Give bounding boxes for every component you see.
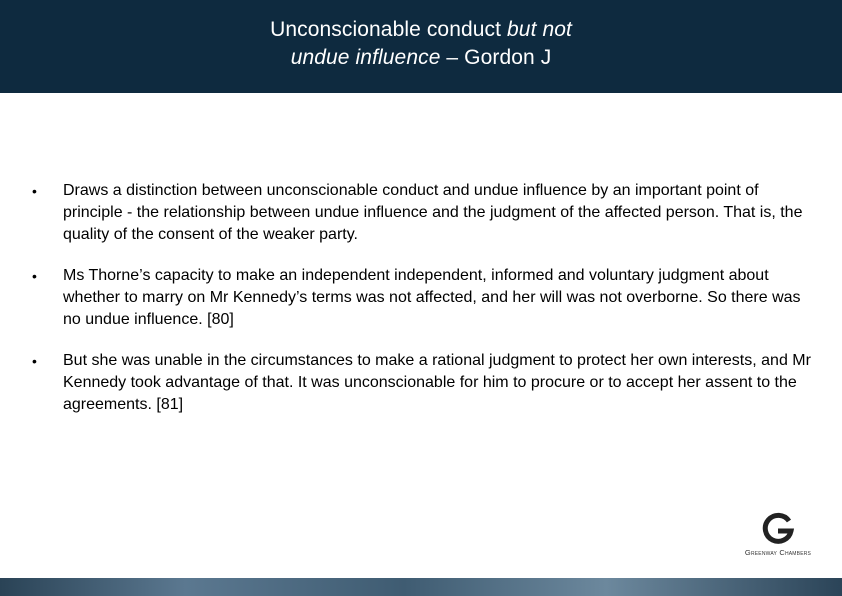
footer-bar	[0, 578, 842, 596]
slide-header	[0, 0, 842, 93]
bullet-text: Ms Thorne’s capacity to make an independent independent, informed and voluntary judgment about whether to marry on Mr Kennedy’s terms was not affected, and her will was not overborne. So there was no undue influence. [80]	[63, 267, 801, 328]
title-line-1-italic: but not	[507, 18, 572, 41]
title-line-1-regular: Unconscionable conduct	[270, 18, 508, 41]
g-letter-logo-icon	[761, 512, 795, 546]
bullet-text: But she was unable in the circumstances to make a rational judgment to protect her own interests, and Mr Kennedy took advantage of that. It was unconscionable for him to procure or to accept her assent to the agreements. [81]	[63, 352, 811, 413]
bullet-marker: •	[32, 183, 37, 199]
title-line-2	[0, 44, 842, 72]
bullet-item-3	[32, 350, 822, 416]
bullet-list	[32, 180, 822, 435]
greenway-chambers-logo	[732, 512, 824, 564]
bullet-text: Draws a distinction between unconscionable conduct and undue influence by an important point of principle - the relationship between undue influence and the judgment of the affected person. That is, the quality of the consent of the weaker party.	[63, 182, 803, 243]
title-line-2-regular: – Gordon J	[440, 46, 552, 69]
title-line-1	[0, 16, 842, 44]
bullet-item-1	[32, 180, 822, 246]
bullet-marker: •	[32, 268, 37, 284]
bullet-marker: •	[32, 353, 37, 369]
logo-text: Greenway Chambers	[744, 548, 812, 557]
title-line-2-italic: undue influence	[290, 46, 441, 69]
bullet-item-2	[32, 265, 822, 331]
